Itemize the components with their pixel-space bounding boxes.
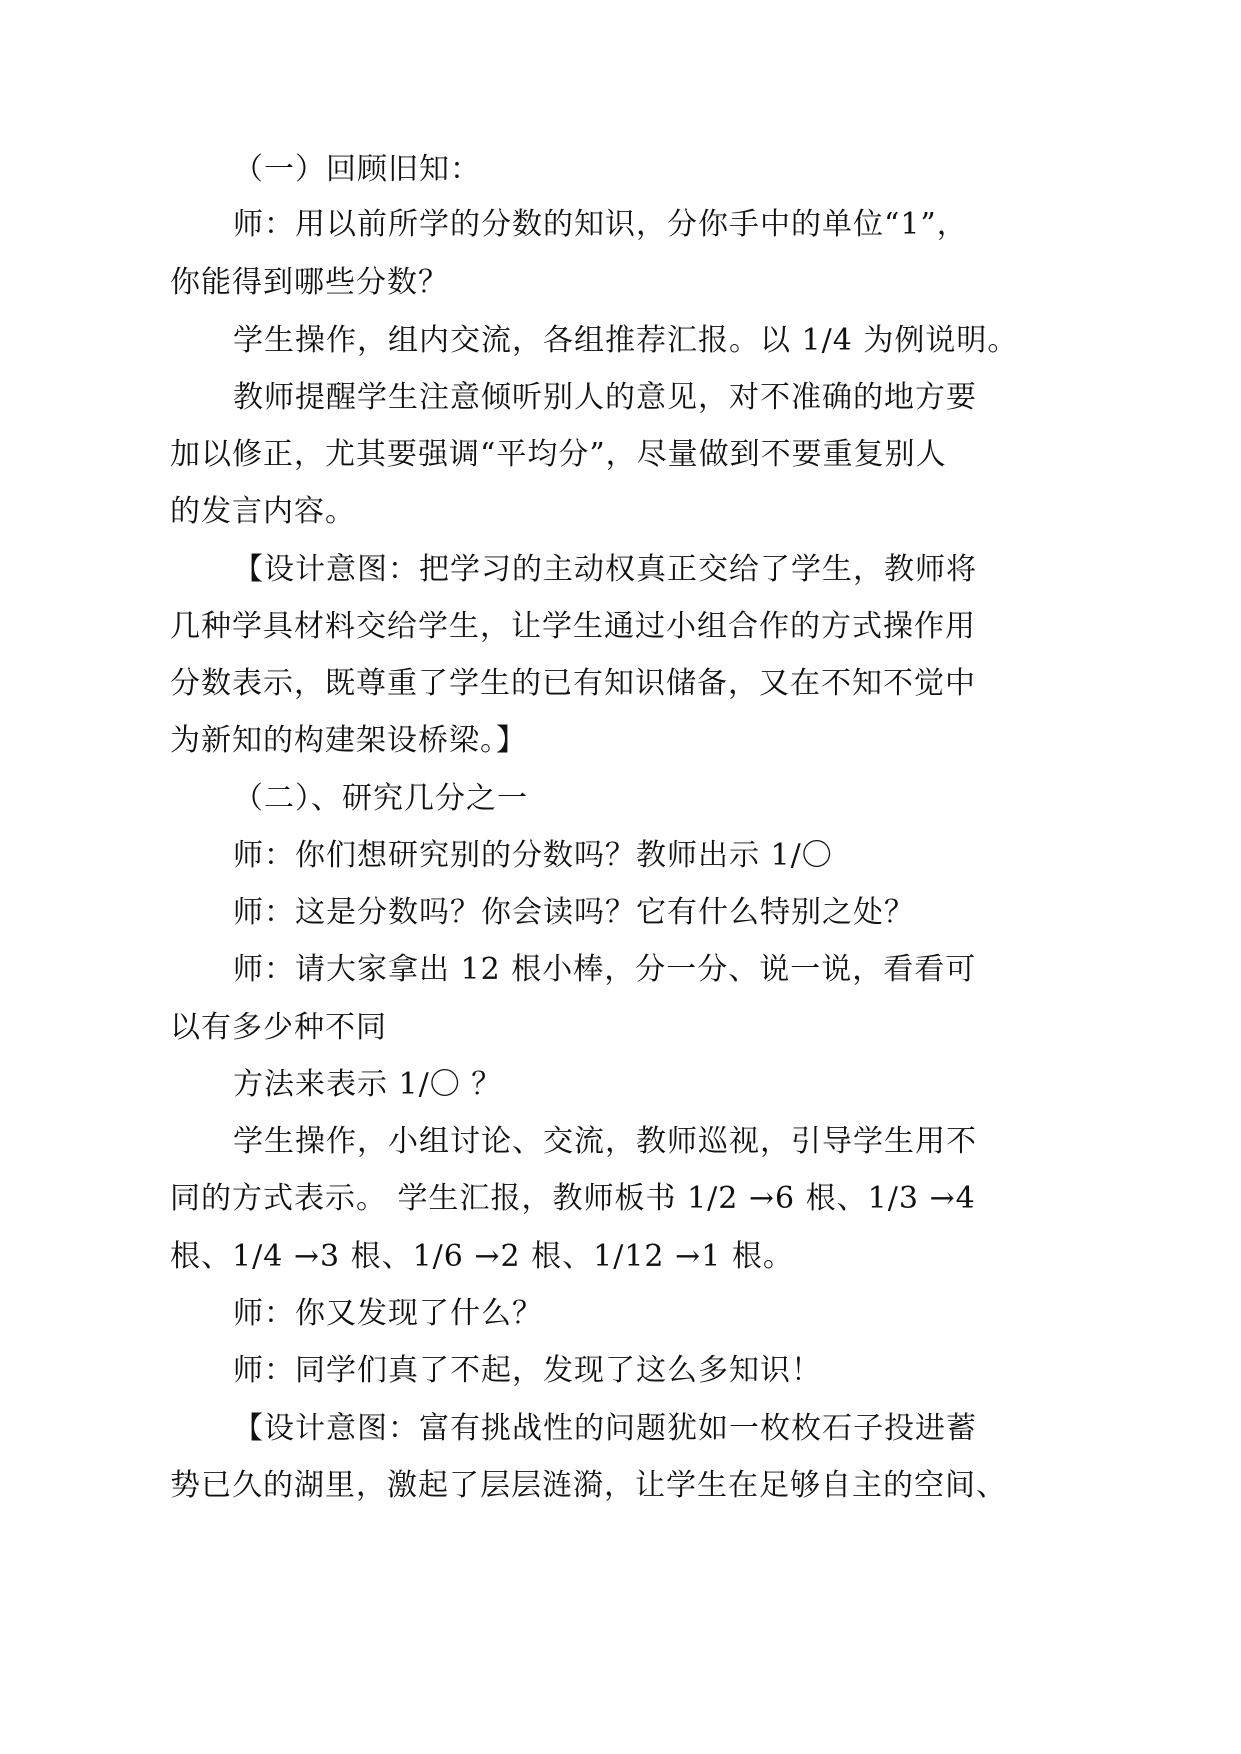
- paragraph-line: 师：请大家拿出 12 根小棒，分一分、说一说，看看可: [233, 952, 977, 987]
- paragraph-line: 根、1/4 →3 根、1/6 →2 根、1/12 →1 根。: [170, 1239, 794, 1274]
- design-intent-line: 几种学具材料交给学生，让学生通过小组合作的方式操作用: [170, 609, 976, 644]
- paragraph-line: 师：你们想研究别的分数吗？教师出示 1/〇: [233, 838, 833, 873]
- paragraph-line: 师：你又发现了什么？: [233, 1296, 543, 1331]
- design-intent-line: 【设计意图：把学习的主动权真正交给了学生，教师将: [233, 552, 977, 587]
- design-intent-line: 【设计意图：富有挑战性的问题犹如一枚枚石子投进蓄: [233, 1411, 977, 1446]
- paragraph-line: 学生操作，小组讨论、交流，教师巡视，引导学生用不: [233, 1124, 977, 1159]
- paragraph-line: 教师提醒学生注意倾听别人的意见，对不准确的地方要: [233, 380, 977, 415]
- paragraph-line: 方法来表示 1/〇 ？: [233, 1067, 503, 1102]
- design-intent-line: 为新知的构建架设桥梁。】: [170, 723, 527, 758]
- paragraph-line: 的发言内容。: [170, 494, 356, 529]
- paragraph-line: 以有多少种不同: [170, 1010, 387, 1045]
- paragraph-line: 师：这是分数吗？你会读吗？它有什么特别之处？: [233, 895, 915, 930]
- paragraph-line: 你能得到哪些分数？: [170, 265, 449, 300]
- paragraph-line: 同的方式表示。 学生汇报，教师板书 1/2 →6 根、1/3 →4: [170, 1181, 976, 1216]
- section-heading-review: （一）回顾旧知：: [233, 152, 481, 187]
- section-heading-fractions: （二）、研究几分之一: [233, 781, 528, 816]
- paragraph-line: 师：用以前所学的分数的知识，分你手中的单位“1”，: [233, 207, 968, 242]
- design-intent-line: 分数表示，既尊重了学生的已有知识储备，又在不知不觉中: [170, 666, 976, 701]
- paragraph-line: 师：同学们真了不起，发现了这么多知识！: [233, 1353, 822, 1388]
- paragraph-line: 学生操作，组内交流，各组推荐汇报。以 1/4 为例说明。: [233, 323, 1019, 358]
- paragraph-line: 加以修正，尤其要强调“平均分”，尽量做到不要重复别人: [170, 437, 947, 472]
- design-intent-line: 势已久的湖里，激起了层层涟漪，让学生在足够自主的空间、: [170, 1468, 1007, 1503]
